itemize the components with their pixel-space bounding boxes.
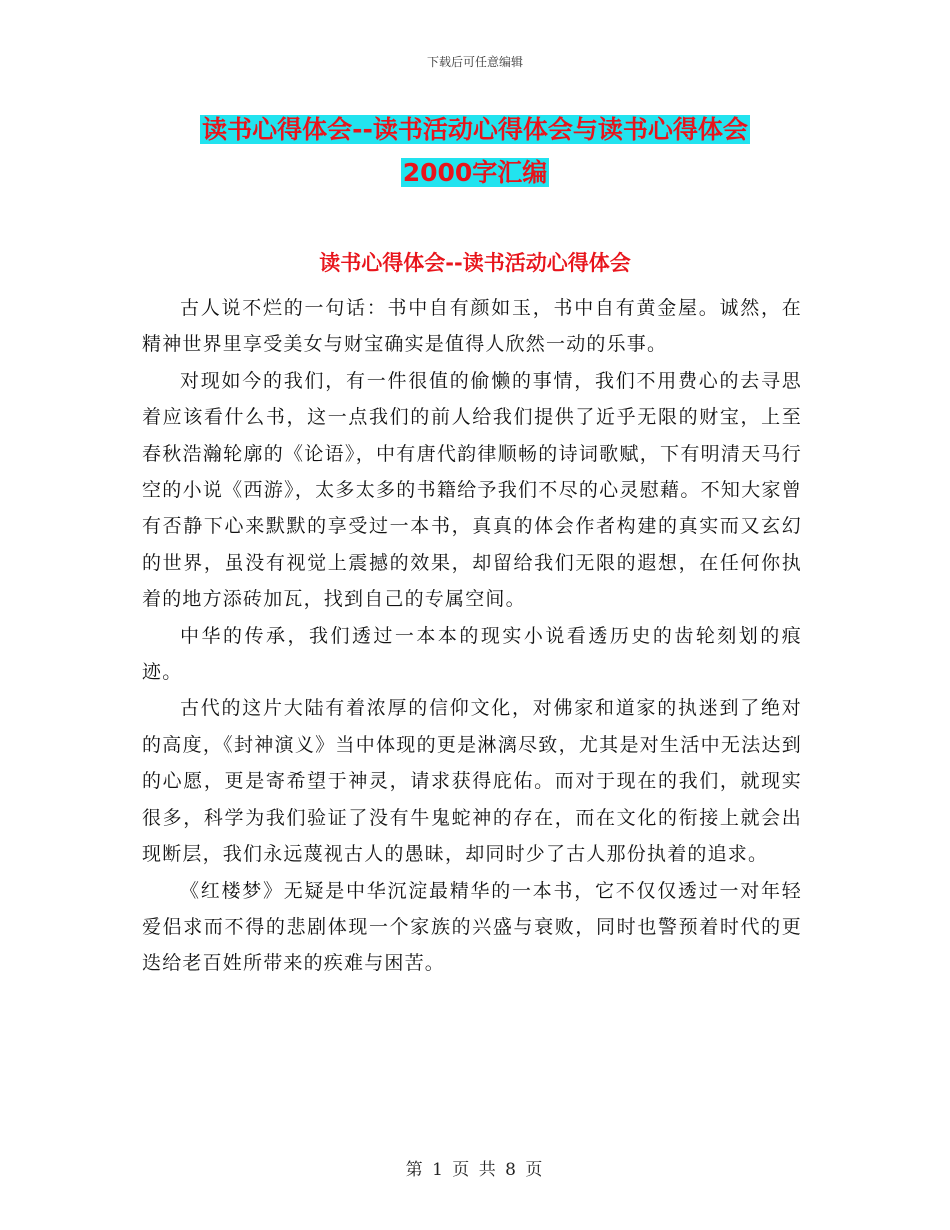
document-title-text-2: 2000字汇编 — [402, 158, 548, 187]
page-number-footer: 第 1 页 共 8 页 — [405, 1160, 545, 1180]
paragraph: 古人说不烂的一句话：书中自有颜如玉，书中自有黄金屋。诚然，在精神世界里享受美女与财宝确实是值得人欣然一动的乐事。 — [142, 297, 802, 356]
body-text — [142, 290, 802, 982]
paragraph: 古代的这片大陆有着浓厚的信仰文化，对佛家和道家的执迷到了绝对的高度，《封神演义》当中体现的更是淋漓尽致，尤其是对生活中无法达到的心愿，更是寄希望于神灵，请求获得庇佑。而对于现在的我们，就现实很多，科学为我们验证了没有牛鬼蛇神的存在，而在文化的衔接上就会出现断层，我们永远蔑视古人的愚昧，却同时少了古人那份执着的追求。 — [142, 697, 802, 866]
document-title-text-1: 读书心得体会--读书活动心得体会与读书心得体会 — [202, 115, 748, 144]
header-note: 下载后可任意编辑 — [426, 55, 523, 69]
section-title: 读书心得体会--读书活动心得体会 — [319, 251, 631, 275]
paragraph: 对现如今的我们，有一件很值的偷懒的事情，我们不用费心的去寻思着应该看什么书，这一点我们的前人给我们提供了近乎无限的财宝，上至春秋浩瀚轮廓的《论语》，中有唐代韵律顺畅的诗词歌赋，下有明清天马行空的小说《西游》，太多太多的书籍给予我们不尽的心灵慰藉。不知大家曾有否静下心来默默的享受过一本书，真真的体会作者构建的真实而又玄幻的世界，虽没有视觉上震撼的效果，却留给我们无限的遐想，在任何你执着的地方添砖加瓦，找到自己的专属空间。 — [142, 369, 802, 611]
paragraph: 《红楼梦》无疑是中华沉淀最精华的一本书，它不仅仅透过一对年轻爱侣求而不得的悲剧体现一个家族的兴盛与衰败，同时也警预着时代的更迭给老百姓所带来的疾难与困苦。 — [142, 879, 802, 975]
document-title-line-2 — [0, 156, 950, 190]
paragraph: 中华的传承，我们透过一本本的现实小说看透历史的齿轮刻划的痕迹。 — [142, 624, 802, 684]
document-title-line-1 — [0, 113, 950, 147]
